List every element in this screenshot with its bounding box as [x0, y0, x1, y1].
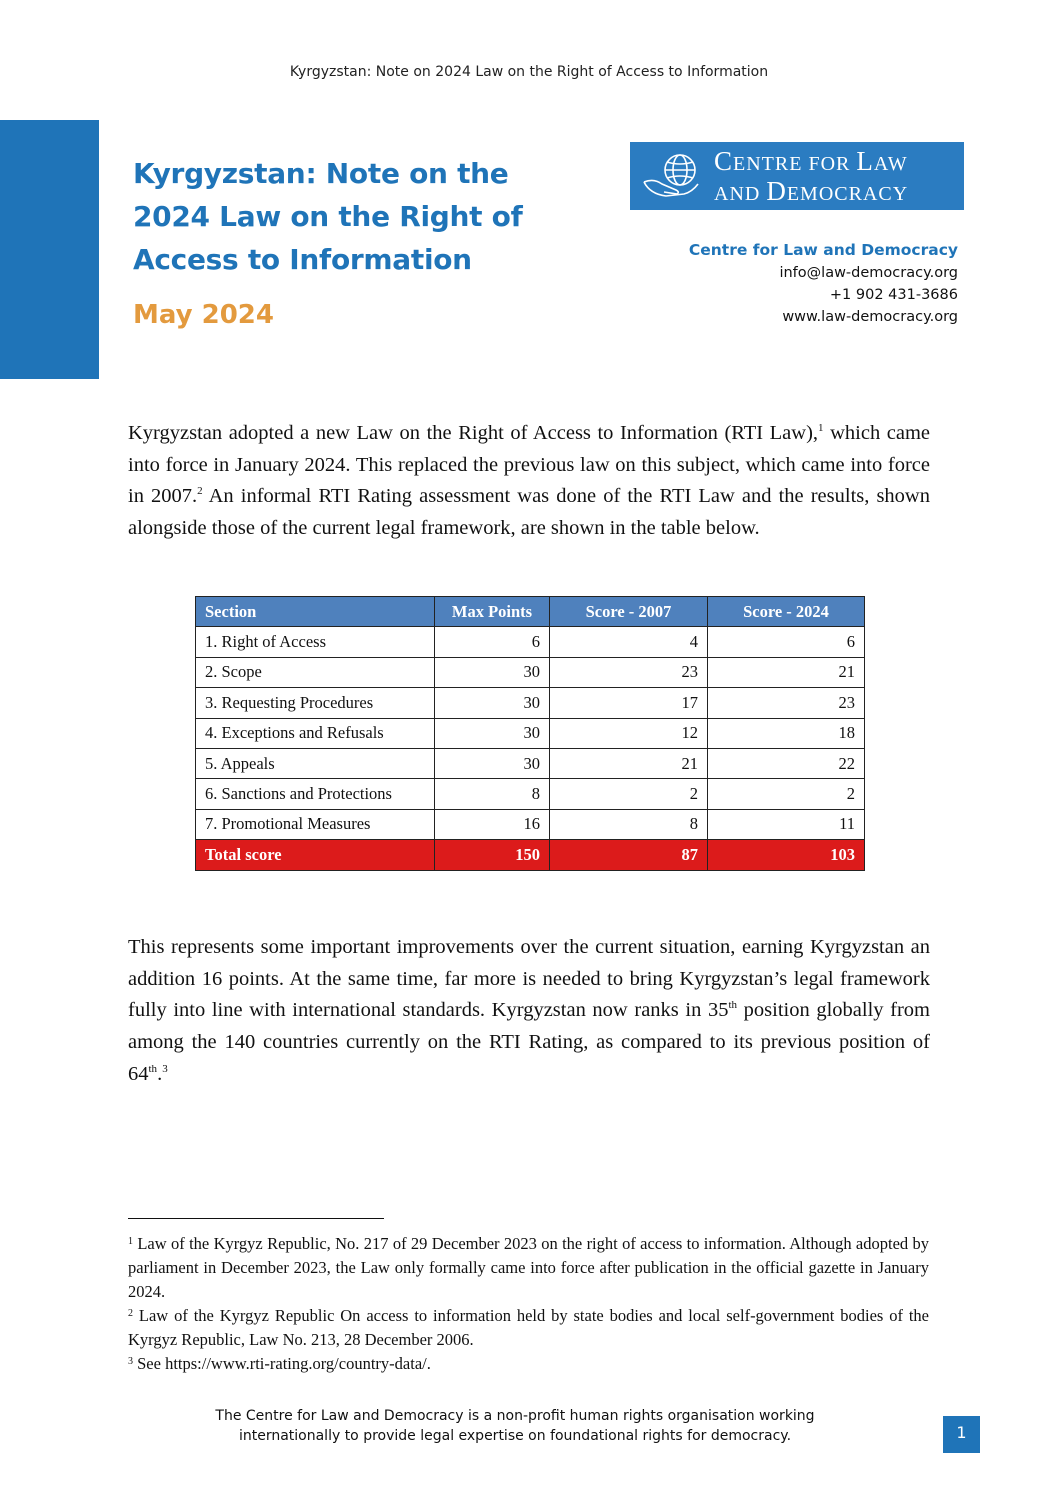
- header-max-points: Max Points: [435, 597, 550, 627]
- cell-max-points: 6: [435, 627, 550, 657]
- title-line-3: Access to Information: [133, 243, 472, 276]
- footnote-2: $^2$ Law of the Kyrgyz Republic On access to information held by state bodies and local self-government bodies of the Kyrgyz Republic, Law No. 213, 28 December 2006.: [128, 1306, 929, 1349]
- title-line-2: 2024 Law on the Right of: [133, 200, 523, 233]
- page-footer: [0, 1406, 1030, 1446]
- cell-score-2024: 2: [708, 779, 865, 809]
- document-title: [133, 152, 553, 281]
- contact-org: Centre for Law and Democracy: [688, 241, 958, 259]
- total-label: Total score: [196, 840, 435, 870]
- cell-score-2007: 8: [550, 809, 708, 839]
- table-row: [196, 809, 865, 839]
- table-row: [196, 688, 865, 718]
- cell-score-2024: 22: [708, 748, 865, 778]
- table-header-row: [196, 597, 865, 627]
- cell-section: 4. Exceptions and Refusals: [196, 718, 435, 748]
- cell-section: 1. Right of Access: [196, 627, 435, 657]
- table-row: [196, 748, 865, 778]
- cell-max-points: 8: [435, 779, 550, 809]
- conclusion-paragraph: This represents some important improvements over the current situation, earning Kyrgyzstan an addition 16 points. At the same time, far more is needed to bring Kyrgyzstan’s legal framework fully into line with international standards. Kyrgyzstan now ranks in 35th position globally from among the 140 countries currently on the RTI Rating, as compared to its previous position of 64th.$^3$: [128, 936, 930, 1085]
- total-score-2024: 103: [708, 840, 865, 870]
- cell-score-2024: 11: [708, 809, 865, 839]
- cell-section: 5. Appeals: [196, 748, 435, 778]
- footnote-ref-3[interactable]: 3: [162, 1062, 168, 1075]
- cell-score-2024: 6: [708, 627, 865, 657]
- cell-section: 2. Scope: [196, 657, 435, 687]
- intro-paragraph: Kyrgyzstan adopted a new Law on the Right of Access to Information (RTI Law),$^1$ which came into force in January 2024. This replaced the previous law on this subject, which came into force in 2007.$^2$ An informal RTI Rating assessment was done of the RTI Law and the results, shown alongside those of the current legal framework, are shown in the table below.: [128, 422, 931, 540]
- side-accent-bar: [0, 120, 99, 379]
- document-date: May 2024: [133, 300, 274, 330]
- rti-score-table: [195, 596, 865, 871]
- footer-line-2: internationally to provide legal expertise on foundational rights for democracy.: [238, 1428, 792, 1444]
- cell-score-2007: 23: [550, 657, 708, 687]
- header-score-2024: Score - 2024: [708, 597, 865, 627]
- cell-score-2007: 21: [550, 748, 708, 778]
- footnote-1: $^1$ Law of the Kyrgyz Republic, No. 217 of 29 December 2023 on the right of access to information. Although adopted by parliament in December 2023, the Law only formally came into force after publication in the official gazette in January 2024.: [128, 1234, 929, 1301]
- total-max-points: 150: [435, 840, 550, 870]
- title-line-1: Kyrgyzstan: Note on the: [133, 157, 509, 190]
- footnote-3: $^3$ See https://www.rti-rating.org/country-data/.: [128, 1354, 431, 1373]
- table-row: [196, 627, 865, 657]
- cell-score-2007: 4: [550, 627, 708, 657]
- cell-score-2007: 17: [550, 688, 708, 718]
- cell-score-2024: 21: [708, 657, 865, 687]
- table-row: [196, 718, 865, 748]
- contact-block: [689, 238, 958, 328]
- cell-score-2024: 23: [708, 688, 865, 718]
- footnote-divider: [128, 1218, 384, 1219]
- footer-line-1: The Centre for Law and Democracy is a non-profit human rights organisation working: [215, 1408, 815, 1424]
- running-header: Kyrgyzstan: Note on 2024 Law on the Right of Access to Information: [289, 64, 769, 80]
- cell-section: 6. Sanctions and Protections: [196, 779, 435, 809]
- footnote-ref-2[interactable]: 2: [197, 485, 203, 498]
- cell-max-points: 30: [435, 688, 550, 718]
- cell-max-points: 30: [435, 718, 550, 748]
- cell-score-2024: 18: [708, 718, 865, 748]
- cell-max-points: 30: [435, 748, 550, 778]
- cell-section: 3. Requesting Procedures: [196, 688, 435, 718]
- footnotes: [128, 1232, 929, 1376]
- cell-max-points: 16: [435, 809, 550, 839]
- header-score-2007: Score - 2007: [550, 597, 708, 627]
- contact-website[interactable]: www.law-democracy.org: [782, 309, 958, 325]
- cell-section: 7. Promotional Measures: [196, 809, 435, 839]
- cell-max-points: 30: [435, 657, 550, 687]
- table-row: [196, 657, 865, 687]
- header-section: Section: [196, 597, 435, 627]
- table-total-row: [196, 840, 865, 870]
- footnote-ref-1[interactable]: 1: [818, 422, 824, 434]
- logo-line-2: AND DEMOCRACY: [714, 176, 909, 206]
- page-number: 1: [943, 1416, 980, 1453]
- total-score-2007: 87: [550, 840, 708, 870]
- cell-score-2007: 2: [550, 779, 708, 809]
- cld-logo: [630, 142, 964, 210]
- globe-hands-icon: [640, 148, 708, 204]
- table-row: [196, 779, 865, 809]
- contact-email[interactable]: info@law-democracy.org: [779, 265, 958, 281]
- contact-phone: +1 902 431-3686: [829, 287, 958, 303]
- cell-score-2007: 12: [550, 718, 708, 748]
- logo-line-1: CENTRE FOR LAW: [714, 146, 908, 176]
